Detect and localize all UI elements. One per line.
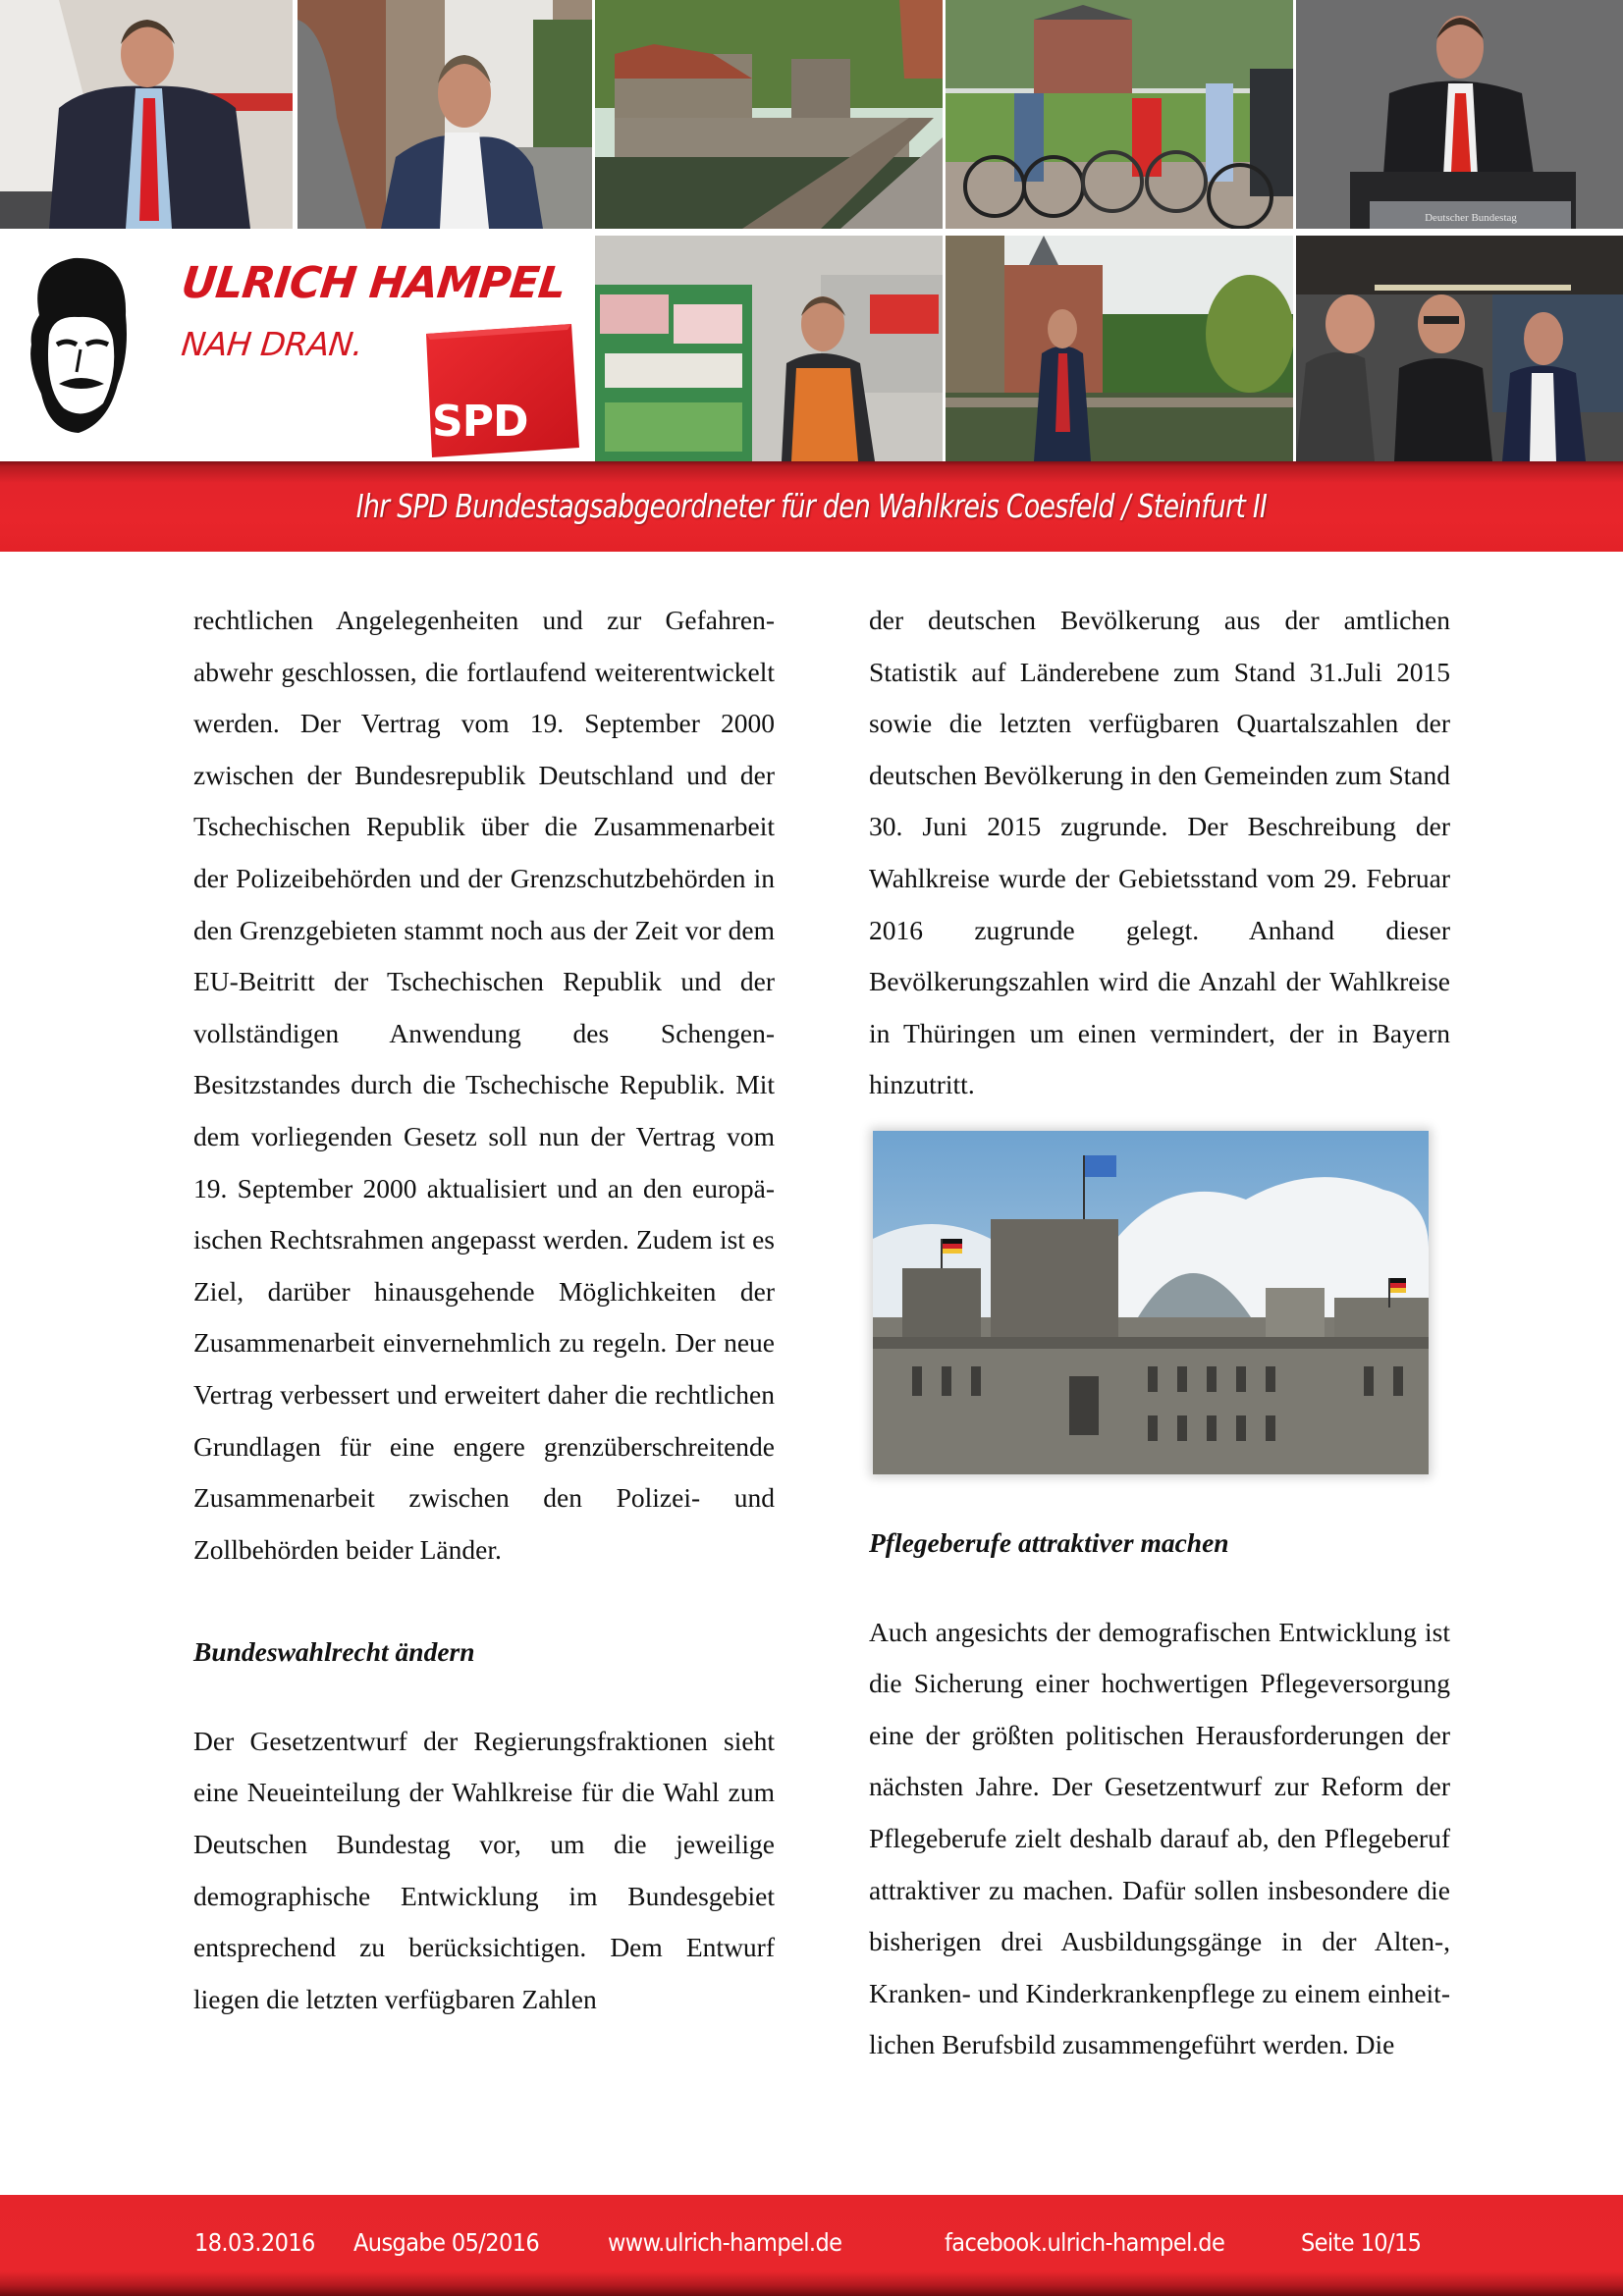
article-paragraph-pflegeberufe: Auch angesichts der demografischen Entwicklung ist die Sicherung einer hochwertigen Pflegeversorgung eine der größten politischen Herausforderungen der nächsten Jahre. Der Gesetzentwurf zur Reform der Pflegeberufe zielt deshalb darauf ab, den Pflegeberuf attraktiver zu machen. Dafür sollen insbesondere die bisherigen drei Ausbildungsgänge in der Alten-, Kranken- und Kinderkrankenpflege zu einem einheitlichen Berufsbild zusammengeführt werden. Die (869, 1616, 1450, 2060)
header-banner (0, 0, 1623, 461)
photo-castle-lake (946, 236, 1293, 461)
photo-street-conversation (298, 0, 592, 229)
brand-name: ULRICH HAMPEL (179, 258, 568, 308)
footer-page-number: Seite 10/15 (1301, 2228, 1422, 2257)
photo-castle-moat (595, 0, 943, 229)
right-column (869, 595, 1450, 2071)
photo-factory-visit (1296, 236, 1623, 461)
brand-logo-area (0, 232, 592, 461)
article-paragraph-continued: der deutschen Bevölkerung aus der amtlichen Statistik auf Länderebene zum Stand 31.Juli 2015 sowie die letzten verfügbaren Quartalszahlen der deutschen Bevölkerung in den Gemeinden zum Stand 30. Juni 2015 zugrunde. Der Beschreibung der Wahlkreise wurde der Gebietsstand vom 29. Februar 2016 zugrunde gelegt. Anhand dieser Bevölkerungszahlen wird die Anzahl der Wahlkreise in Thüringen um einen vermindert, der in Bayern hinzutritt. (869, 605, 1450, 1100)
footer-date: 18.03.2016 (194, 2228, 315, 2257)
left-column (193, 595, 775, 2025)
subtitle-text: Ihr SPD Bundestagsabgeordneter für den Wahlkreis Coesfeld / Steinfurt II (355, 487, 1268, 525)
podium-sign: Deutscher Bundestag (1425, 212, 1517, 224)
spd-logo-text: SPD (432, 397, 528, 447)
footer-band (0, 2195, 1623, 2296)
footer-issue: Ausgabe 05/2016 (353, 2228, 540, 2257)
section-heading-pflegeberufe: Pflegeberufe attraktiver machen (869, 1526, 1229, 1558)
portrait-sketch-icon (20, 246, 137, 443)
footer-facebook-link[interactable]: facebook.ulrich-hampel.de (945, 2228, 1225, 2257)
section-heading-bundeswahlrecht: Bundeswahlrecht ändern (193, 1636, 475, 1668)
brand-slogan: NAH DRAN. (179, 325, 365, 363)
photo-food-bank (595, 236, 943, 461)
article-paragraph-bundeswahlrecht: Der Gesetzentwurf der Regierungsfraktionen sieht eine Neueinteilung der Wahlkreise für die Wahl zum Deutschen Bundestag vor, um die jeweilige demographische Entwicklung im Bundesgebiet entsprechend zu berücksichtigen. Dem Entwurf liegen die letzten verfügbaren Zahlen (193, 1725, 775, 2014)
subtitle-band (0, 461, 1623, 552)
photo-bundestag-speech (1296, 0, 1623, 229)
photo-reichstag-building (873, 1131, 1429, 1474)
footer-website-link[interactable]: www.ulrich-hampel.de (608, 2228, 842, 2257)
photo-cycling-group (946, 0, 1293, 229)
article-paragraph: rechtlichen Angelegenheiten und zur Gefahrenabwehr geschlossen, die fortlaufend weiterentwickelt werden. Der Vertrag vom 19. September 2000 zwischen der Bundesrepublik Deutschland und der Tschechischen Republik über die Zusammenarbeit der Polizeibehörden und der Grenzschutzbehörden in den Grenzgebieten stammt noch aus der Zeit vor dem EU-Beitritt der Tschechischen Republik und der vollständigen Anwendung des Schengen-Besitzstandes durch die Tschechische Republik. Mit dem vorliegenden Gesetz soll nun der Vertrag vom 19. September 2000 aktualisiert und an den europäischen Rechtsrahmen angepasst werden. Zudem ist es Ziel, darüber hinausgehende Möglichkeiten der Zusammenarbeit einvernehmlich zu regeln. Der neue Vertrag verbessert und erweitert daher die rechtlichen Grundlagen für eine engere grenzüberschreitende Zusammenarbeit zwischen den Polizei- und Zollbehörden beider Länder. (193, 605, 775, 1565)
photo-portrait-red-tie (0, 0, 293, 229)
